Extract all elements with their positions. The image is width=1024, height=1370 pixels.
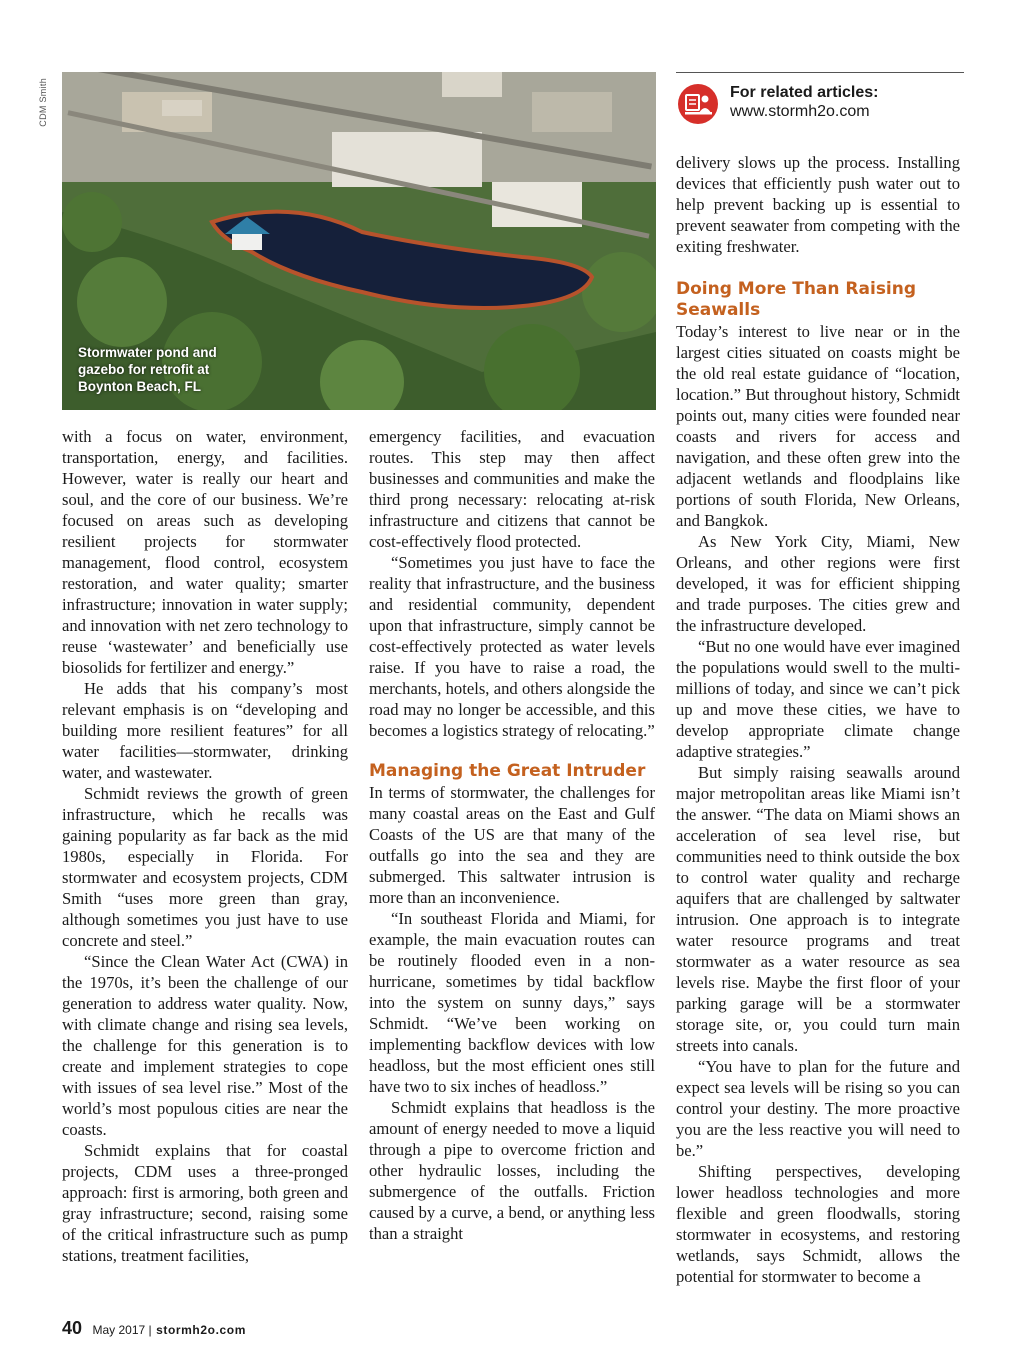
related-url-link[interactable]: www.stormh2o.com — [730, 103, 870, 120]
section-heading: Managing the Great Intruder — [369, 761, 646, 781]
paragraph: with a focus on water, environment, transportation, energy, and facilities. However, water is really our heart and soul, and the core of our business. We’re focused on areas such as developing resilient projects for stormwater management, flood control, ecosystem restoration, and water quality; smarter infrastructure; innovation in water supply; and innovation with net zero technology to reuse ‘wastewater’ and beneficially use biosolids for fertilizer and energy.” — [62, 427, 348, 677]
caption-line: Boynton Beach, FL — [78, 379, 202, 394]
paragraph: But simply raising seawalls around major metropolitan areas like Miami isn’t the answer. “The data on Miami shows an acceleration of sea level rise, but communities need to think outside the box to control water quality and recharge aquifers that are challenged by saltwater intrusion. One approach is to integrate water resource programs and treat stormwater as a water resource as sea levels rise. Maybe the first floor of your parking garage will be a stormwater storage site, or, you could turn main streets into canals. — [676, 763, 960, 1055]
paragraph: In terms of stormwater, the challenges for many coastal areas on the East and Gulf Coasts of the US are that many of the outfalls go into the sea and they are submerged. This saltwater intrusion is more than an inconvenience. — [369, 783, 655, 907]
paragraph: Today’s interest to live near or in the largest cities situated on coasts might be the old real estate guidance of “location, location.” But throughout history, Schmidt points out, many cities were founded near coasts and rivers for access and navigation, and these often grew into the adjacent wetlands and floodplains like portions of south Florida, New Orleans, and Bangkok. — [676, 322, 960, 530]
paragraph: Schmidt explains that headloss is the amount of energy needed to move a liquid through a pipe to overcome friction and other hydraulic losses, including the submergence of the outfalls. Friction caused by a curve, a bend, or anything less than a straight — [369, 1098, 655, 1243]
related-title: For related articles: — [730, 84, 879, 101]
caption-line: gazebo for retrofit at — [78, 362, 210, 377]
paragraph: Shifting perspectives, developing lower headloss technologies and more flexible and green floodwalls, storing stormwater in ecosystems, and restoring wetlands, says Schmidt, allows the potential for stormwater to become a — [676, 1162, 960, 1286]
people-reading-icon — [678, 84, 718, 124]
paragraph: delivery slows up the process. Installing devices that efficiently push water out to help prevent backing up is essential to prevent seawater from competing with the exiting freshwater. — [676, 153, 960, 256]
page-footer — [62, 1318, 246, 1339]
paragraph: “Since the Clean Water Act (CWA) in the 1970s, it’s been the challenge of our generation to address water quality. Now, with climate change and rising sea levels, the challenge for this generation is to create and implement strategies to cope with issues of sea level rise.” Most of the world’s most populous cities are near the coasts. — [62, 952, 348, 1139]
paragraph: emergency facilities, and evacuation routes. This step may then affect businesses and communities and make the third prong necessary: relocating at-risk infrastructure and citizens that cannot be cost-effectively flood protected. — [369, 427, 655, 551]
section-heading: Doing More Than Raising Seawalls — [676, 279, 917, 320]
related-articles-box — [676, 72, 964, 125]
caption-line: Stormwater pond and — [78, 345, 217, 360]
page-number: 40 — [62, 1318, 83, 1338]
article-column-3 — [676, 152, 960, 1287]
paragraph: “You have to plan for the future and expect sea levels will be rising so you can control your destiny. The more proactive you are the less reactive you will need to be.” — [676, 1057, 960, 1160]
article-column-1 — [62, 426, 348, 1266]
paragraph: Schmidt reviews the growth of green infrastructure, which he recalls was gaining popularity as far back as the mid 1980s, especially in Florida. For stormwater and ecosystem projects, CDM Smith “uses more green than gray, although sometimes you just have to use concrete and steel.” — [62, 784, 348, 950]
photo-caption — [78, 344, 298, 395]
photo-credit: CDM Smith — [38, 78, 48, 127]
paragraph: “Sometimes you just have to face the reality that infrastructure, and the business and residential community, dependent upon that infrastructure, simply cannot be cost-effectively protected as water levels raise. If you have to raise a road, the merchants, hotels, and others alongside the road may no longer be accessible, and this becomes a logistics strategy of relocating.” — [369, 553, 655, 740]
paragraph: He adds that his company’s most relevant emphasis is on “developing and building more resilient features” for all water facilities—stormwater, drinking water, and wastewater. — [62, 679, 348, 782]
article-column-2 — [369, 426, 655, 1244]
paragraph: “But no one would have ever imagined the populations would swell to the multi-millions of today, and since we can’t pick up and move these cities, we have to develop appropriate climate change adaptive strategies.” — [676, 637, 960, 761]
paragraph: “In southeast Florida and Miami, for example, the main evacuation routes can be routinely flooded even in a non-hurricane, sometimes by tidal backflow into the system on sunny days,” says Schmidt. “We’ve been working on implementing backflow devices with low headloss, but the most efficient ones still have two to six inches of headloss.” — [369, 909, 655, 1096]
paragraph: Schmidt explains that for coastal projects, CDM uses a three-pronged approach: first is armoring, both green and gray infrastructure; second, raising some of the critical infrastructure such as pump stations, treatment facilities, — [62, 1141, 348, 1265]
paragraph: As New York City, Miami, New Orleans, and other regions were first developed, it was for efficient shipping and trade purposes. The cities grew and the infrastructure developed. — [676, 532, 960, 635]
footer-site: stormh2o.com — [156, 1323, 246, 1337]
issue-date: May 2017 | — [92, 1323, 152, 1337]
